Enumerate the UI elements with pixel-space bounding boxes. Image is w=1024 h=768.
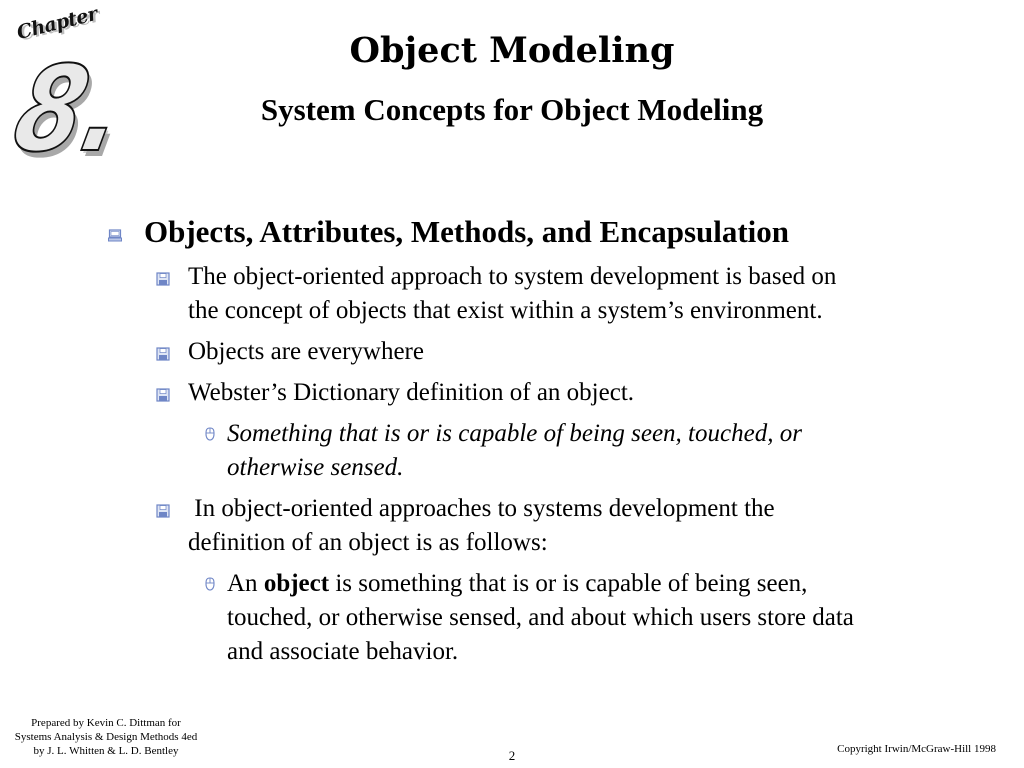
- definition-rest: is something that is or is capable of being seen,: [329, 570, 808, 597]
- bullet-text: The object-oriented approach to system development is based on: [188, 263, 837, 290]
- bullet-item-heading: [144, 214, 789, 250]
- sub-bullet-text: otherwise sensed.: [227, 454, 404, 481]
- sub-bullet-item: [227, 567, 854, 669]
- computer-icon: [108, 228, 122, 242]
- bullet-item: [188, 376, 634, 410]
- bullet-text: Webster’s Dictionary definition of an object.: [188, 379, 635, 406]
- chapter-logo-word: Chapter: [14, 2, 100, 44]
- definition-prefix: An: [227, 570, 264, 597]
- slide-title: Object Modeling: [349, 30, 675, 71]
- footer-copyright: Copyright Irwin/McGraw-Hill 1998: [837, 743, 996, 755]
- bullet-text: definition of an object is as follows:: [188, 529, 548, 556]
- heading-text: Objects, Attributes, Methods, and Encapsulation: [144, 214, 790, 249]
- sub-bullet-line: [227, 567, 854, 601]
- mouse-icon: [203, 427, 217, 441]
- bullet-text: Objects are everywhere: [188, 338, 424, 365]
- sub-bullet-text: Something that is or is capable of being seen, touched, or: [227, 420, 802, 447]
- page-number: 2: [508, 748, 516, 763]
- chapter-logo-number: 8.: [3, 40, 137, 178]
- disk-icon: [156, 347, 170, 361]
- sub-bullet-text: and associate behavior.: [227, 638, 459, 665]
- bullet-item: [188, 492, 775, 560]
- definition-term: object: [263, 570, 330, 597]
- disk-icon: [156, 504, 170, 518]
- footer-credit-line: Systems Analysis & Design Methods 4ed: [14, 731, 198, 743]
- sub-bullet-text: touched, or otherwise sensed, and about which users store data: [227, 604, 854, 631]
- footer-credit-line: by J. L. Whitten & L. D. Bentley: [33, 745, 179, 757]
- bullet-item: [188, 260, 836, 328]
- disk-icon: [156, 388, 170, 402]
- bullet-text: the concept of objects that exist within a system’s environment.: [188, 297, 823, 324]
- bullet-text: In object-oriented approaches to systems development the: [188, 495, 775, 522]
- mouse-icon: [203, 577, 217, 591]
- sub-bullet-item: [227, 417, 802, 485]
- bullet-item: [188, 335, 424, 369]
- footer-credit-line: Prepared by Kevin C. Dittman for: [31, 717, 181, 729]
- slide-subtitle: System Concepts for Object Modeling: [260, 92, 764, 127]
- disk-icon: [156, 272, 170, 286]
